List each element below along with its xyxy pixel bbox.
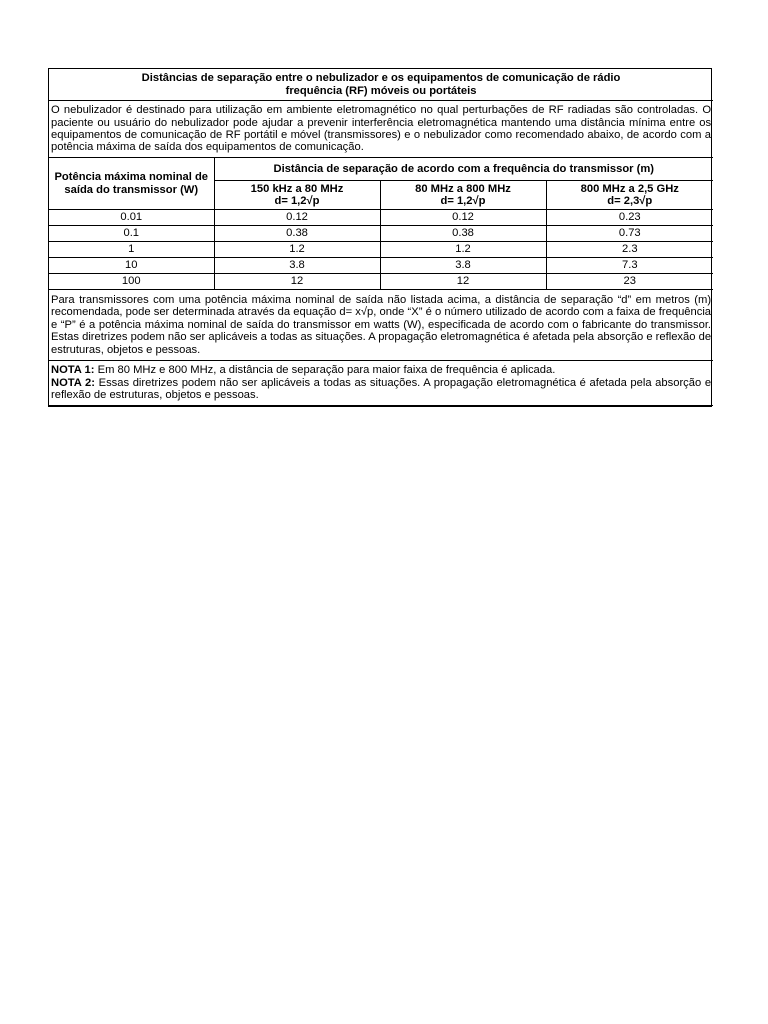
intro-paragraph: O nebulizador é destinado para utilização em ambiente eletromagnético no qual perturbações de RF radiadas são controladas. O paciente ou usuário do nebulizador pode ajudar a prevenir interferência eletromagnética mantendo uma distância mínima entre os equipamentos de comunicação de RF portátil e móvel (transmissores) e o nebulizador como recomendado abaixo, de acordo com a potência máxima de saída dos equipamentos de comunicação. [49, 101, 713, 158]
footnote-label: NOTA 2: [51, 376, 96, 389]
distance-value: 0.73 [546, 226, 713, 242]
distance-value: 7.3 [546, 258, 713, 274]
distance-value: 23 [546, 274, 713, 290]
distance-value: 12 [214, 274, 380, 290]
band-formula: d= 1,2√p [274, 195, 320, 207]
distance-value: 1.2 [214, 242, 380, 258]
equation-note-paragraph: Para transmissores com uma potência máxima nominal de saída não listada acima, a distância de separação “d” em metros (m) recomendada, pode ser determinada através da equação d= x√p, onde “X” é o número utilizado de acordo com a faixa de frequência e “P” é a potência máxima nominal de saída do transmissor em watts (W), especificada de acordo com o fabricante do transmissor. Estas diretrizes podem não ser aplicáveis a todas as situações. A propagação eletromagnética é afetada pela absorção e reflexão de estruturas, objetos e pessoas. [49, 290, 713, 361]
distance-value: 3.8 [214, 258, 380, 274]
footnote-1 [51, 364, 711, 376]
power-column-header: Potência máxima nominal de saída do transmissor (W) [49, 158, 214, 210]
footnote-2 [51, 377, 711, 402]
intro-row [49, 101, 713, 158]
distance-value: 0.23 [546, 210, 713, 226]
distance-value: 0.12 [380, 210, 546, 226]
distance-value: 0.38 [214, 226, 380, 242]
distance-value: 2.3 [546, 242, 713, 258]
distance-value: 0.38 [380, 226, 546, 242]
footnote-row [49, 361, 713, 406]
band-formula: d= 1,2√p [440, 195, 486, 207]
band-formula: d= 2,3√p [607, 195, 653, 207]
power-value: 0.1 [49, 226, 214, 242]
title-line-1: Distâncias de separação entre o nebulizador e os equipamentos de comunicação de rádio [141, 72, 621, 85]
distance-value: 12 [380, 274, 546, 290]
distance-value: 3.8 [380, 258, 546, 274]
power-value: 0.01 [49, 210, 214, 226]
distance-value: 0.12 [214, 210, 380, 226]
table-row [49, 210, 713, 226]
separation-distance-table [49, 69, 713, 406]
title-row [49, 69, 713, 101]
distance-value: 1.2 [380, 242, 546, 258]
footnote-label: NOTA 1: [51, 364, 95, 377]
document-title [49, 69, 713, 101]
band-range: 150 kHz a 80 MHz [250, 182, 344, 195]
table-row [49, 258, 713, 274]
table-row [49, 242, 713, 258]
power-value: 1 [49, 242, 214, 258]
table-row [49, 226, 713, 242]
power-value: 10 [49, 258, 214, 274]
separation-distance-document [48, 68, 712, 407]
distance-group-header: Distância de separação de acordo com a frequência do transmissor (m) [214, 158, 713, 181]
footnote-text: Essas diretrizes podem não ser aplicáveis a todas as situações. A propagação eletromagnética é afetada pela absorção e reflexão de estruturas, objetos e pessoas. [51, 376, 712, 402]
band-range: 80 MHz a 800 MHz [415, 182, 511, 195]
band-header-3 [546, 181, 713, 210]
note-row [49, 290, 713, 361]
band-range: 800 MHz a 2,5 GHz [580, 182, 679, 195]
power-value: 100 [49, 274, 214, 290]
footnote-text: Em 80 MHz e 800 MHz, a distância de separação para maior faixa de frequência é aplicada. [94, 364, 556, 377]
title-line-2: frequência (RF) móveis ou portáteis [285, 84, 477, 97]
table-row [49, 274, 713, 290]
band-header-1 [214, 181, 380, 210]
header-row-1 [49, 158, 713, 181]
band-header-2 [380, 181, 546, 210]
footnotes [49, 361, 713, 406]
